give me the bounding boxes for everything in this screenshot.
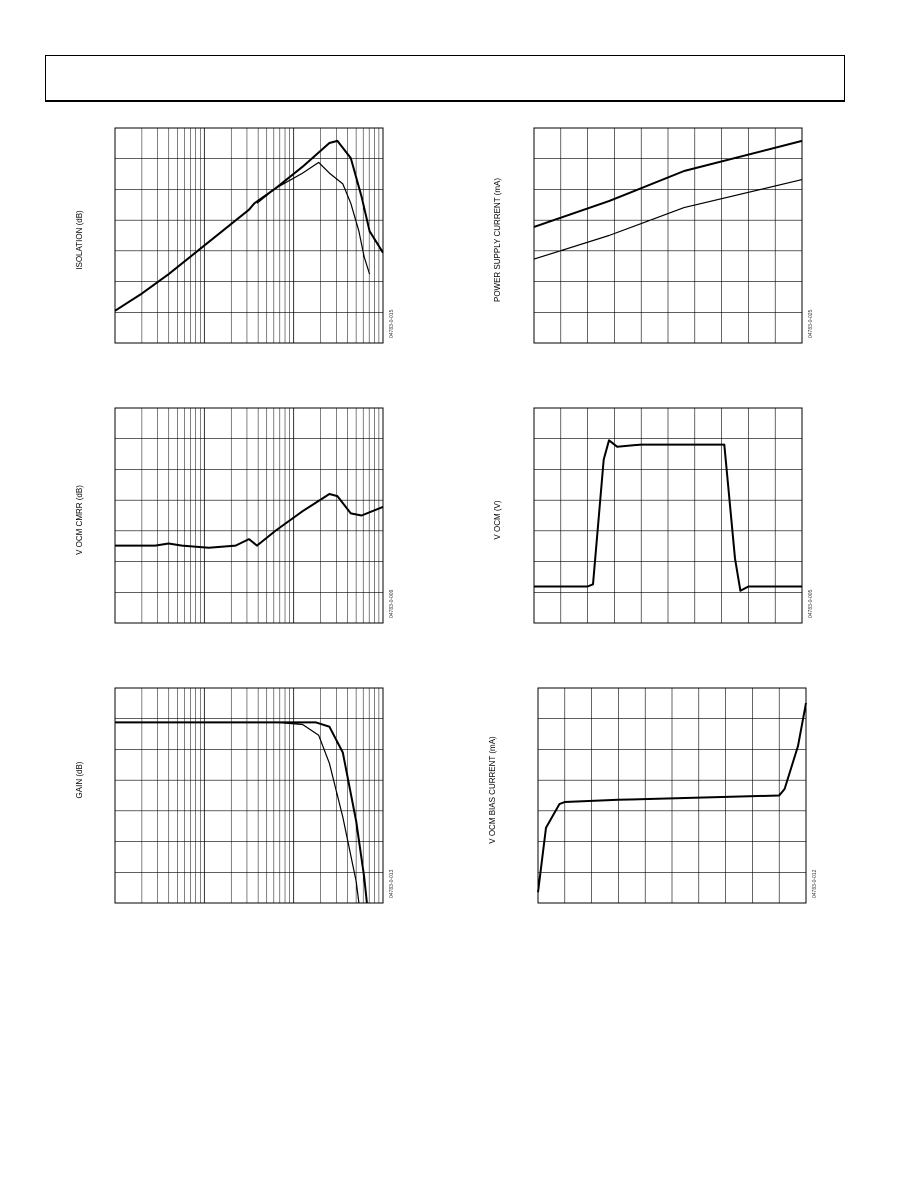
vocm-bias-figure-code: 04783-0-012 — [812, 869, 818, 898]
gain-ylabel: GAIN (dB) — [75, 761, 84, 799]
vocm-cmrr-series-0 — [115, 494, 383, 548]
gain-frame — [115, 688, 383, 903]
gain-figure-code: 04783-0-013 — [389, 869, 395, 898]
vocm-pulse-chart — [493, 408, 814, 623]
isolation-ylabel: ISOLATION (dB) — [75, 210, 84, 270]
vocm-bias-ylabel: V OCM BIAS CURRENT (mA) — [488, 736, 497, 844]
vocm-cmrr-ylabel: V OCM CMRR (dB) — [75, 485, 84, 555]
vocm-cmrr-figure-code: 04783-0-009 — [389, 589, 395, 618]
supply-current-chart — [493, 128, 814, 343]
vocm-pulse-figure-code: 04783-0-005 — [808, 589, 814, 618]
vocm-cmrr-frame — [115, 408, 383, 623]
isolation-figure-code: 04783-0-015 — [389, 309, 395, 338]
isolation-series-0 — [115, 141, 383, 311]
supply-current-ylabel: POWER SUPPLY CURRENT (mA) — [493, 177, 502, 303]
vocm-pulse-ylabel: V OCM (V) — [493, 500, 502, 540]
isolation-frame — [115, 128, 383, 343]
vocm-cmrr-chart — [75, 408, 395, 623]
isolation-chart — [75, 128, 395, 343]
vocm-bias-chart — [488, 688, 818, 903]
supply-current-figure-code: 04783-0-025 — [808, 309, 814, 338]
gain-chart — [75, 688, 395, 903]
